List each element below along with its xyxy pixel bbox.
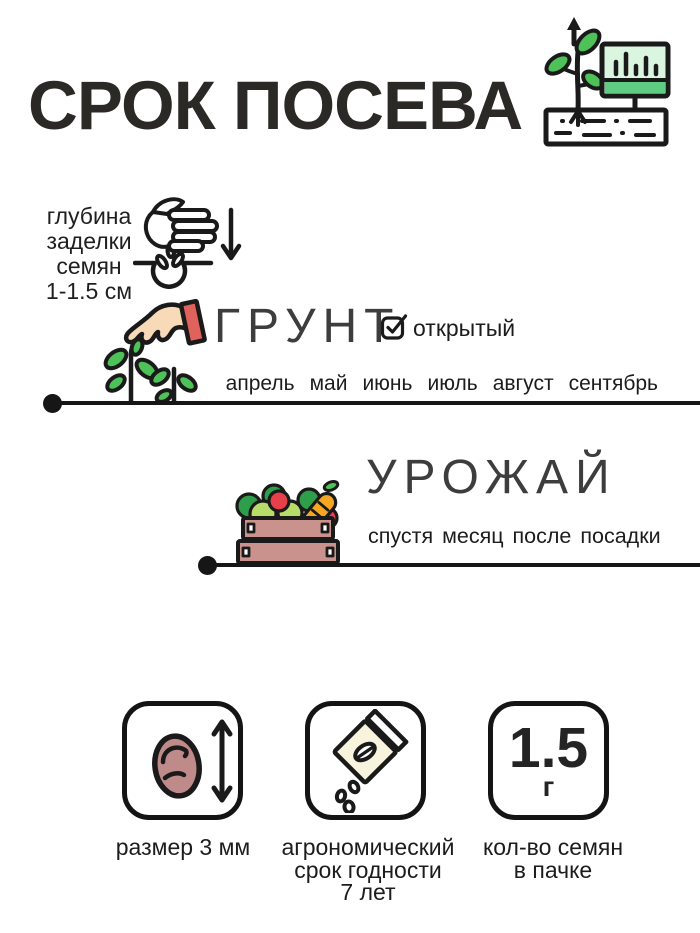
crate-board xyxy=(238,541,338,563)
stat-card-shelf-life xyxy=(305,701,426,820)
seed-icon xyxy=(155,254,169,269)
harvest-timeline xyxy=(207,563,700,567)
month-label: август xyxy=(492,372,554,395)
month-label: май xyxy=(309,372,348,395)
month-label: июль xyxy=(427,372,478,395)
harvest-crate-icon xyxy=(227,456,345,566)
hand-icon xyxy=(142,199,217,251)
ground-section-title: ГРУНТ xyxy=(214,300,401,353)
seed-size-icon xyxy=(127,706,238,815)
tomato xyxy=(269,491,289,511)
hand-sowing-depth-icon xyxy=(133,196,245,306)
month-label: сентябрь xyxy=(568,372,658,395)
soil-box xyxy=(546,110,666,144)
seed-depth-note: глубина заделки семян 1-1.5 см xyxy=(45,203,133,304)
harvest-section-title: УРОЖАЙ xyxy=(366,451,617,504)
leaf-icon xyxy=(572,26,603,57)
plant-growth-monitor-icon xyxy=(538,14,688,154)
page-title: СРОК ПОСЕВА xyxy=(28,67,523,144)
seed-packet-icon xyxy=(310,709,421,813)
timeline-dot xyxy=(198,556,217,575)
leaf-icon xyxy=(104,372,127,394)
depth-arrow-down-icon xyxy=(223,210,239,258)
shelf-life-caption: агрономический срок годности 7 лет xyxy=(281,834,455,905)
falling-seeds xyxy=(336,780,361,813)
harvest-note: спустя месяц после посадки xyxy=(368,524,661,548)
stat-card-seed-size xyxy=(122,701,243,820)
leaf-icon xyxy=(175,372,198,394)
stat-card-pack-amount xyxy=(488,701,609,820)
seed-icon xyxy=(151,733,203,799)
crate-board xyxy=(243,518,333,539)
pack-amount-caption: кол-во семян в пачке xyxy=(482,834,624,883)
timeline-dot xyxy=(43,394,62,413)
seed-size-caption: размер 3 мм xyxy=(115,834,251,860)
hand-planting-icon xyxy=(80,299,212,405)
ground-type-label: открытый xyxy=(413,315,516,341)
size-arrow-icon xyxy=(214,722,230,800)
leaf-icon xyxy=(102,346,130,372)
month-label: июнь xyxy=(362,372,413,395)
month-label: апрель xyxy=(225,372,295,395)
pack-weight-value: 1.5 xyxy=(508,715,589,780)
carrot-greens xyxy=(323,480,339,492)
ground-timeline xyxy=(52,401,700,405)
checked-checkbox-icon xyxy=(379,312,409,342)
pack-weight-unit: г xyxy=(542,770,555,802)
leaf-icon xyxy=(543,50,573,77)
sleeve-cuff xyxy=(181,301,205,343)
sowing-months-row xyxy=(226,372,658,396)
